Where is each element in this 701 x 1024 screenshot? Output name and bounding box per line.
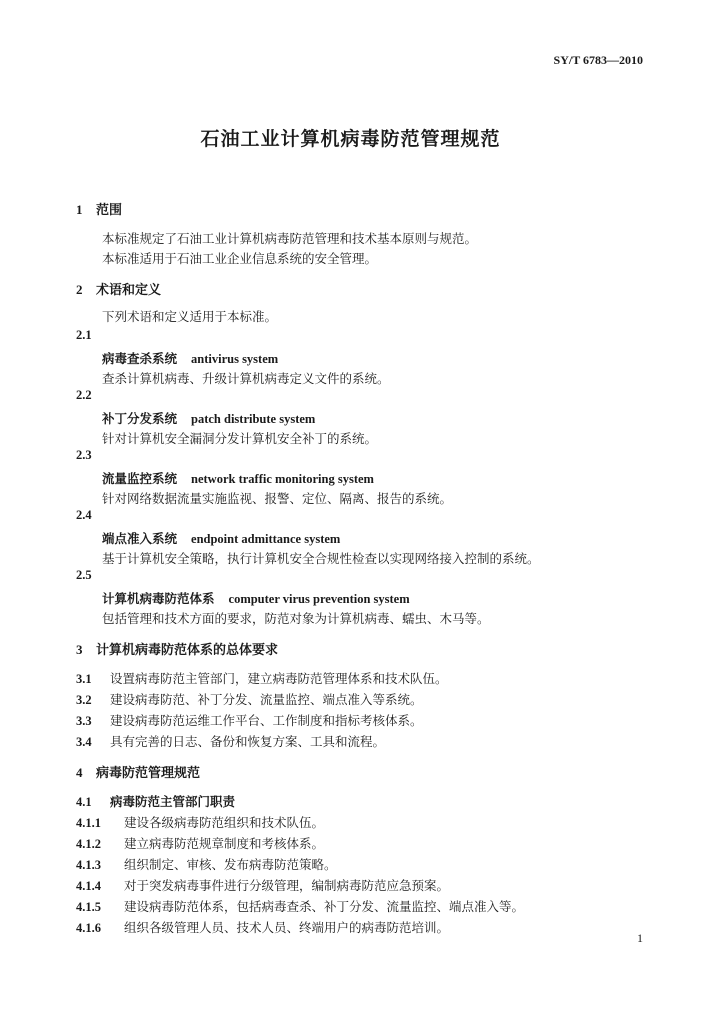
page-number: 1	[637, 931, 643, 945]
clause-number: 4.1.2	[76, 837, 101, 851]
term-entry	[102, 589, 410, 607]
term-chinese: 端点准入系统	[102, 531, 178, 546]
clause	[76, 732, 385, 750]
clause-number: 4.1.4	[76, 879, 101, 893]
section-number: 1	[76, 202, 83, 217]
section-number: 3	[76, 642, 83, 657]
term-chinese: 补丁分发系统	[102, 411, 178, 426]
term-english: endpoint admittance system	[191, 532, 341, 546]
term-number: 2.5	[76, 568, 92, 582]
clause-text: 建立病毒防范规章制度和考核体系。	[124, 836, 325, 851]
section-number: 4	[76, 765, 83, 780]
term-definition: 查杀计算机病毒、升级计算机病毒定义文件的系统。	[102, 371, 390, 386]
section-heading-1	[76, 199, 122, 218]
subsection-number: 4.1	[76, 795, 92, 809]
section-title: 范围	[96, 203, 123, 218]
clause-text: 建设病毒防范运维工作平台、工作制度和指标考核体系。	[110, 713, 423, 728]
term-english: antivirus system	[191, 352, 279, 366]
term-definition: 基于计算机安全策略，执行计算机安全合规性检查以实现网络接入控制的系统。	[102, 551, 540, 566]
clause-text: 对于突发病毒事件进行分级管理，编制病毒防范应急预案。	[124, 878, 450, 893]
standard-code: SY/T 6783—2010	[553, 53, 643, 67]
clause-number: 3.4	[76, 735, 92, 749]
clause	[76, 690, 423, 708]
section-title: 术语和定义	[96, 283, 162, 298]
term-number: 2.4	[76, 508, 92, 522]
clause	[76, 711, 423, 729]
term-english: network traffic monitoring system	[191, 472, 374, 486]
term-english: computer virus prevention system	[228, 592, 410, 606]
term-chinese: 病毒查杀系统	[102, 351, 178, 366]
section-title: 计算机病毒防范体系的总体要求	[96, 643, 279, 658]
clause	[76, 897, 524, 915]
document-title: 石油工业计算机病毒防范管理规范	[200, 128, 501, 150]
clause-text: 建设各级病毒防范组织和技术队伍。	[124, 815, 325, 830]
clause	[76, 813, 324, 831]
term-number: 2.3	[76, 448, 92, 462]
term-number: 2.1	[76, 328, 92, 342]
clause-number: 4.1.1	[76, 816, 101, 830]
term-english: patch distribute system	[191, 412, 316, 426]
section-title: 病毒防范管理规范	[96, 766, 201, 781]
paragraph: 本标准规定了石油工业计算机病毒防范管理和技术基本原则与规范。	[102, 231, 478, 246]
section-heading-4	[76, 762, 200, 781]
clause-text: 组织各级管理人员、技术人员、终端用户的病毒防范培训。	[124, 920, 450, 935]
subsection-title: 病毒防范主管部门职责	[110, 794, 236, 809]
clause-text: 建设病毒防范体系，包括病毒查杀、补丁分发、流量监控、端点准入等。	[124, 899, 525, 914]
paragraph: 本标准适用于石油工业企业信息系统的安全管理。	[102, 251, 378, 266]
clause-number: 3.1	[76, 672, 92, 686]
term-definition: 针对网络数据流量实施监视、报警、定位、隔离、报告的系统。	[102, 491, 453, 506]
clause	[76, 669, 448, 687]
clause-text: 建设病毒防范、补丁分发、流量监控、端点准入等系统。	[110, 692, 423, 707]
clause-text: 具有完善的日志、备份和恢复方案、工具和流程。	[110, 734, 386, 749]
section-heading-2	[76, 279, 161, 298]
term-entry	[102, 469, 374, 487]
clause-number: 4.1.5	[76, 900, 101, 914]
section-number: 2	[76, 282, 83, 297]
term-entry	[102, 349, 278, 367]
term-chinese: 流量监控系统	[102, 471, 178, 486]
clause	[76, 918, 449, 936]
clause-number: 3.3	[76, 714, 92, 728]
subsection-heading	[76, 792, 235, 810]
clause	[76, 834, 324, 852]
clause-text: 组织制定、审核、发布病毒防范策略。	[124, 857, 337, 872]
term-entry	[102, 409, 315, 427]
clause-number: 4.1.6	[76, 921, 101, 935]
section-heading-3	[76, 639, 278, 658]
clause-number: 3.2	[76, 693, 92, 707]
term-number: 2.2	[76, 388, 92, 402]
clause-text: 设置病毒防范主管部门，建立病毒防范管理体系和技术队伍。	[110, 671, 448, 686]
paragraph: 下列术语和定义适用于本标准。	[102, 309, 278, 324]
term-definition: 包括管理和技术方面的要求，防范对象为计算机病毒、蠕虫、木马等。	[102, 611, 490, 626]
clause	[76, 855, 337, 873]
term-definition: 针对计算机安全漏洞分发计算机安全补丁的系统。	[102, 431, 378, 446]
clause	[76, 876, 449, 894]
term-chinese: 计算机病毒防范体系	[102, 591, 215, 606]
clause-number: 4.1.3	[76, 858, 101, 872]
term-entry	[102, 529, 340, 547]
